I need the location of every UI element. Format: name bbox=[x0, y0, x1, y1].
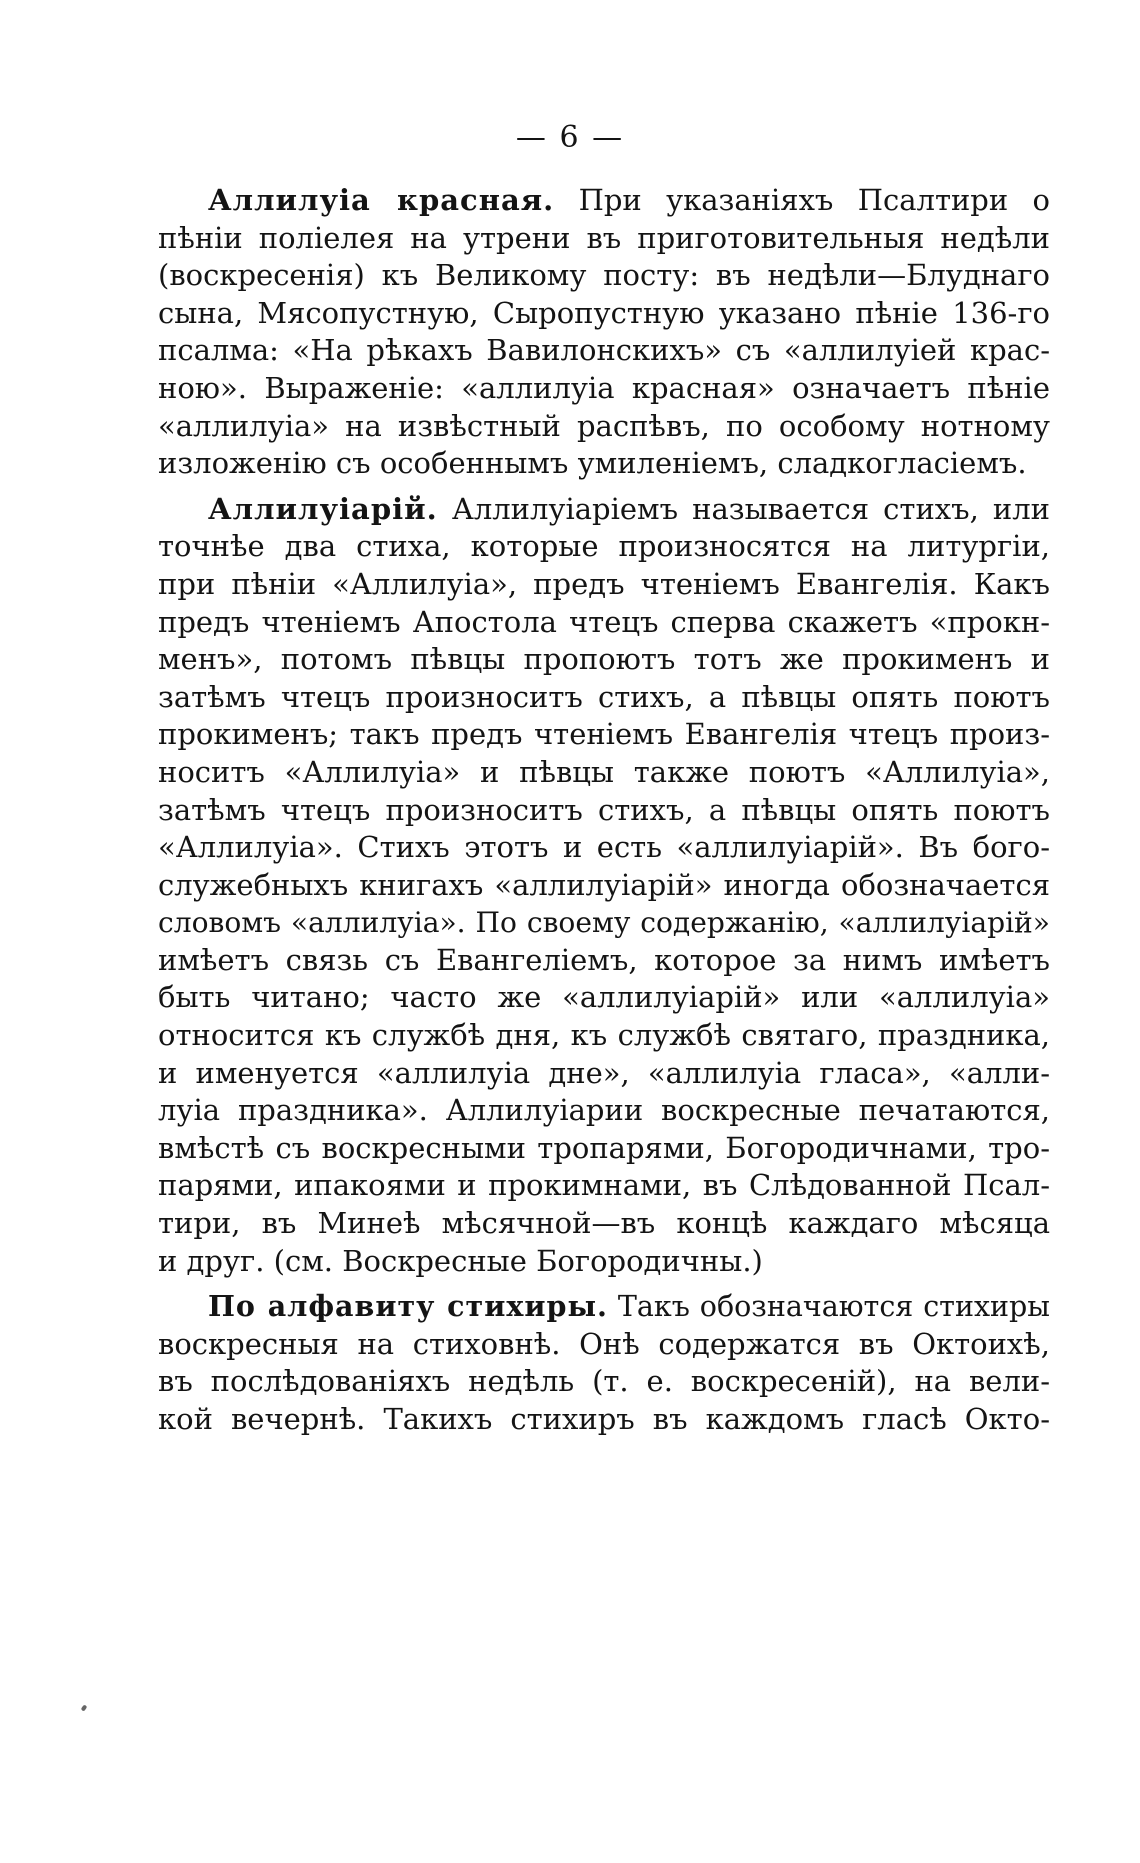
text-line: прокименъ; такъ предъ чтеніемъ Евангелія чтецъ произ- bbox=[158, 717, 1050, 752]
text-line: ною». Выраженіе: «аллилуіа красная» означаетъ пѣніе bbox=[158, 370, 1050, 405]
text-line: относится къ службѣ дня, къ службѣ святаго, праздника, bbox=[158, 1018, 1050, 1053]
line-text: При указаніяхъ Псалтири о bbox=[554, 183, 1050, 217]
page-number: — 6 — bbox=[515, 120, 625, 155]
text-line: (воскресенія) къ Великому посту: въ недѣли—Блуднаго bbox=[158, 258, 1050, 293]
paragraph-heading: Аллилуіа красная. bbox=[208, 183, 555, 217]
text-line: затѣмъ чтецъ произноситъ стихъ, а пѣвцы опять поютъ bbox=[158, 679, 1050, 714]
text-line: луіа праздника». Аллилуіарии воскресные печатаются, bbox=[158, 1093, 1050, 1128]
paragraph-heading: Аллилуіарій. bbox=[208, 491, 438, 526]
paragraph-alliluiariy bbox=[158, 491, 1050, 1280]
text-line: словомъ «аллилуіа». По своему содержанію, «аллилуіарій» bbox=[158, 906, 1050, 940]
text-line: псалма: «На рѣкахъ Вавилонскихъ» съ «аллилуіей крас- bbox=[158, 333, 1050, 368]
text-line: вмѣстѣ съ воскресными тропарями, Богородичнами, тро- bbox=[158, 1130, 1050, 1165]
text-line: носитъ «Аллилуіа» и пѣвцы также поютъ «Аллилуіа», bbox=[158, 754, 1050, 789]
text-line: «аллилуіа» на извѣстный распѣвъ, по особому нотному bbox=[158, 408, 1050, 443]
text-line: точнѣе два стиха, которые произносятся на литургіи, bbox=[158, 529, 1050, 564]
text-line: имѣетъ связь съ Евангеліемъ, которое за нимъ имѣетъ bbox=[158, 942, 1050, 977]
text-line: кой вечернѣ. Такихъ стихиръ въ каждомъ гласѣ Окто- bbox=[158, 1402, 1050, 1436]
scan-speck bbox=[81, 1704, 88, 1711]
text-line: парями, ипакоями и прокимнами, въ Слѣдованной Псал- bbox=[158, 1168, 1050, 1203]
text-line bbox=[158, 491, 1050, 529]
text-line: «Аллилуіа». Стихъ этотъ и есть «аллилуіарій». Въ бого- bbox=[158, 830, 1050, 865]
text-line: и друг. (см. Воскресные Богородичны.) bbox=[158, 1243, 763, 1278]
text-line: служебныхъ книгахъ «аллилуіарій» иногда обозначается bbox=[158, 867, 1050, 902]
text-line: тири, въ Минеѣ мѣсячной—въ концѣ каждаго мѣсяца bbox=[158, 1206, 1050, 1241]
text-line: сына, Мясопустную, Сыропустную указано пѣніе 136-го bbox=[158, 295, 1050, 330]
text-line: изложенію съ особеннымъ умиленіемъ, сладкогласіемъ. bbox=[158, 446, 1027, 481]
text-line: воскресныя на стиховнѣ. Онѣ содержатся въ Октоихѣ, bbox=[158, 1326, 1050, 1361]
text-line bbox=[158, 182, 1050, 220]
paragraph-heading: По алфавиту стихиры. bbox=[208, 1289, 608, 1324]
text-line: при пѣніи «Аллилуіа», предъ чтеніемъ Евангелія. Какъ bbox=[158, 566, 1050, 601]
body-text bbox=[158, 182, 1050, 1447]
text-line: и именуется «аллилуіа дне», «аллилуіа гласа», «алли- bbox=[158, 1055, 1050, 1090]
text-line: въ послѣдованіяхъ недѣль (т. е. воскресеній), на вели- bbox=[158, 1364, 1050, 1399]
text-line: быть читано; часто же «аллилуіарій» или «аллилуіа» bbox=[158, 980, 1050, 1015]
text-line: предъ чтеніемъ Апостола чтецъ сперва скажетъ «прокн- bbox=[158, 604, 1050, 639]
paragraph-po-alfavitu-stikhiry bbox=[158, 1288, 1050, 1438]
line-text: Такъ обозначаются стихиры bbox=[607, 1290, 1050, 1324]
text-line: затѣмъ чтецъ произноситъ стихъ, а пѣвцы опять поютъ bbox=[158, 792, 1050, 827]
text-line: менъ», потомъ пѣвцы пропоютъ тотъ же прокименъ и bbox=[158, 642, 1050, 677]
text-line bbox=[158, 1288, 1050, 1326]
line-text: Аллилуіаріемъ называется стихъ, или bbox=[437, 491, 1050, 526]
text-line: пѣніи поліелея на утрени въ приготовительныя недѣли bbox=[158, 220, 1050, 255]
paragraph-alliluia-krasnaya bbox=[158, 182, 1050, 483]
